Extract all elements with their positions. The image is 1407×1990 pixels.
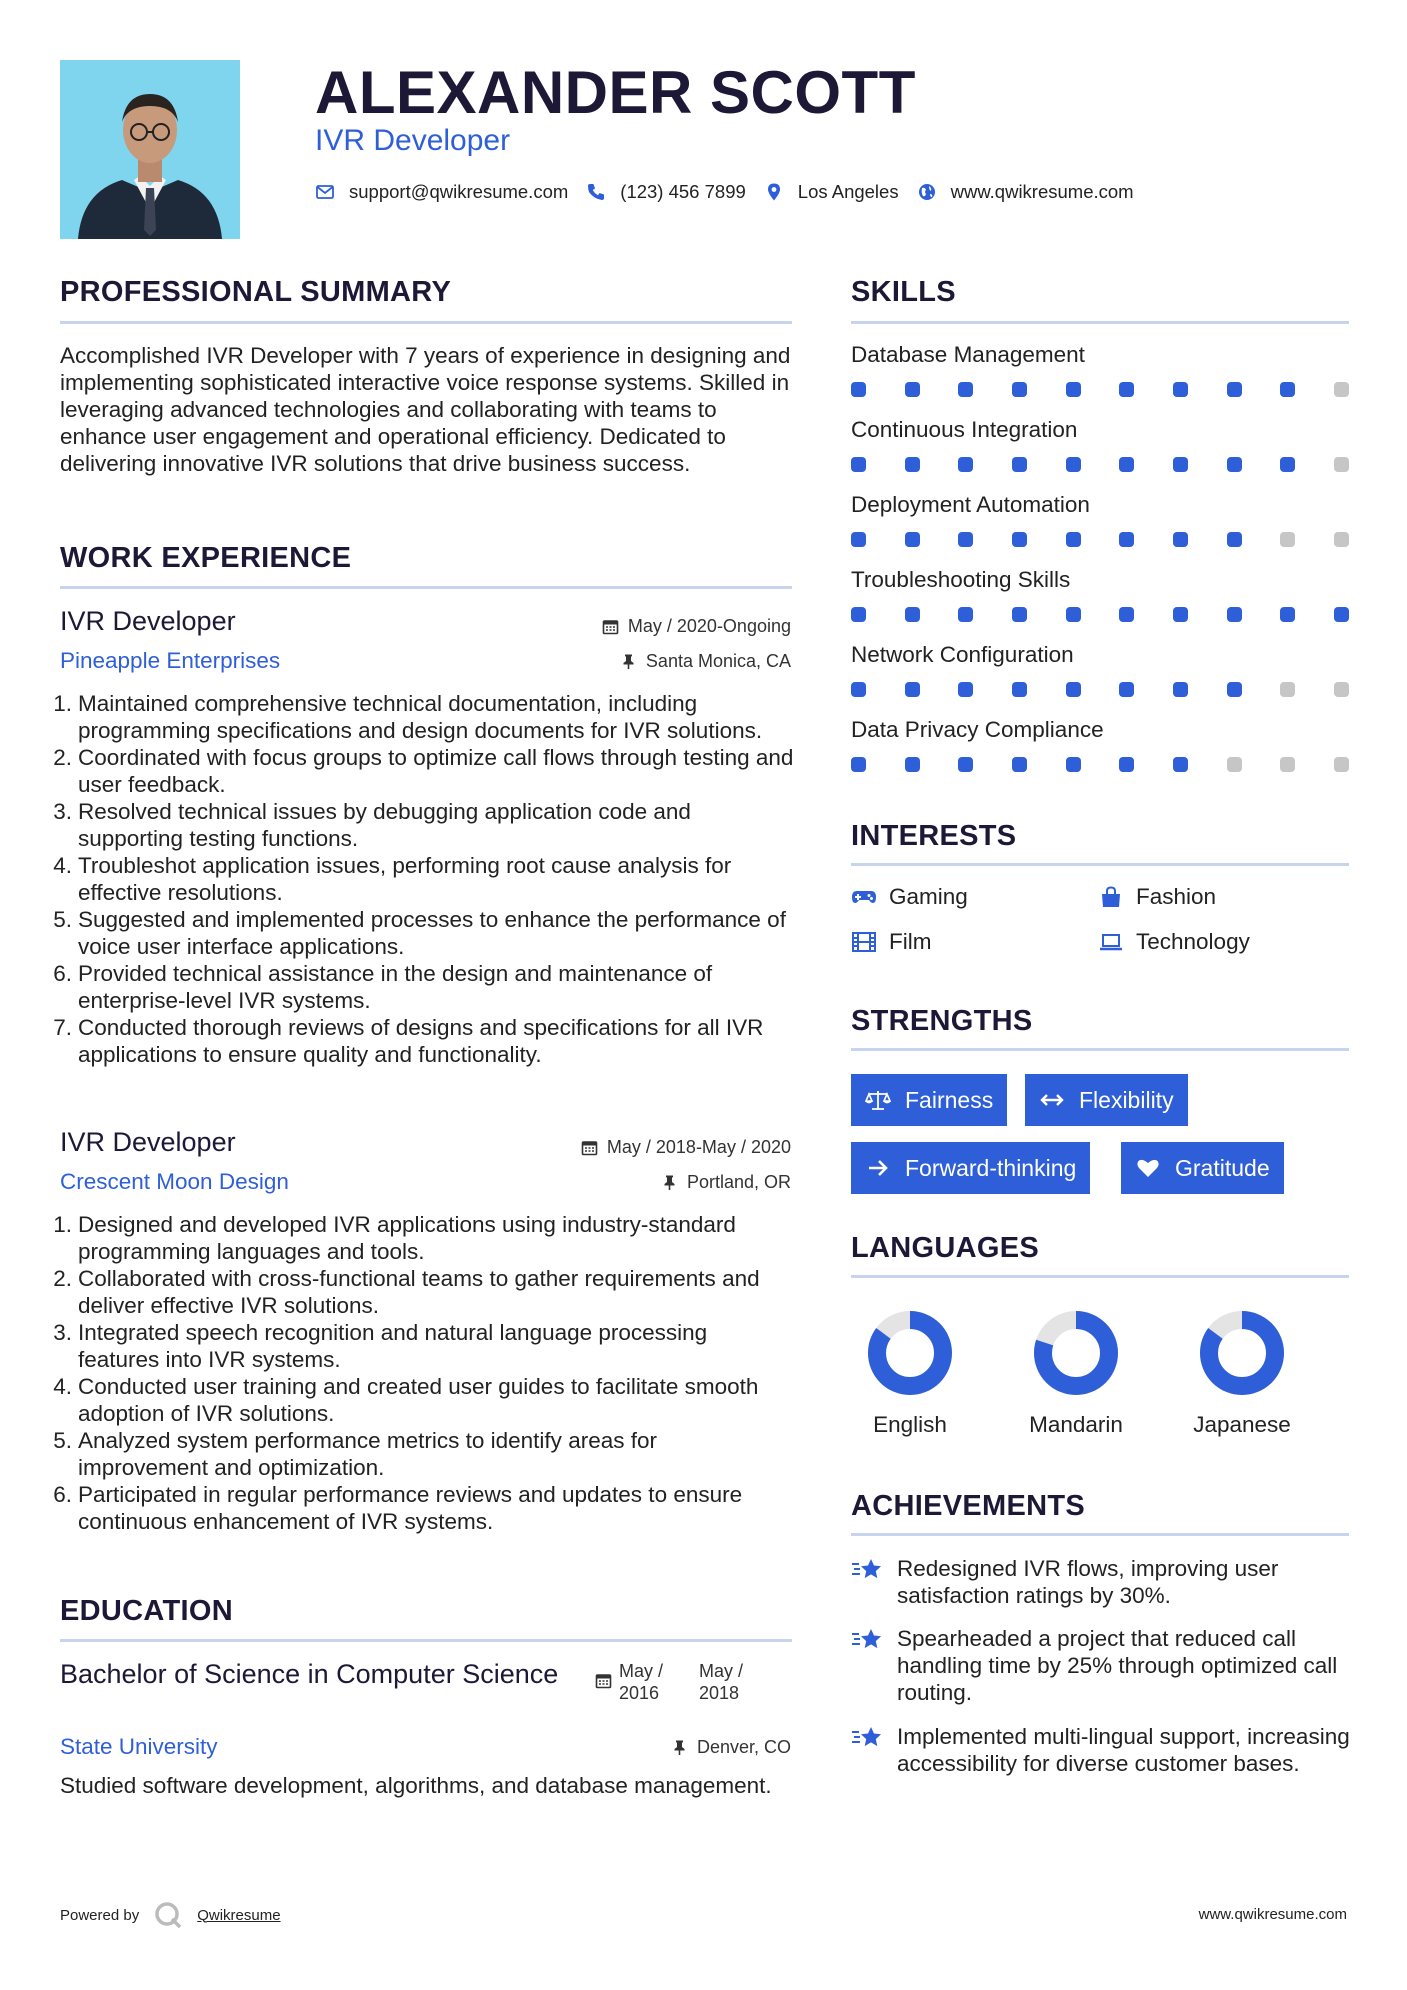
qwikresume-link[interactable]: Qwikresume bbox=[197, 1906, 281, 1924]
rating-dot-filled bbox=[1280, 607, 1295, 622]
job-location bbox=[620, 651, 791, 672]
balance-scale-icon bbox=[865, 1088, 891, 1112]
job-responsibilities bbox=[50, 690, 800, 1068]
languages-divider bbox=[851, 1275, 1349, 1278]
strength-chip: Flexibility bbox=[1025, 1074, 1188, 1126]
job-location-text: Santa Monica, CA bbox=[645, 651, 791, 671]
website-text: www.qwikresume.com bbox=[950, 181, 1134, 202]
powered-by bbox=[60, 1900, 281, 1930]
language-donut bbox=[865, 1308, 955, 1398]
rating-dot-filled bbox=[1334, 607, 1349, 622]
rating-dot-filled bbox=[958, 607, 973, 622]
star-icon bbox=[851, 1626, 885, 1654]
qwikresume-logo-icon bbox=[153, 1900, 183, 1930]
degree-title: Bachelor of Science in Computer Science bbox=[60, 1659, 559, 1689]
map-marker-icon bbox=[764, 182, 784, 202]
job-company: Crescent Moon Design bbox=[60, 1169, 289, 1194]
interests-divider bbox=[851, 863, 1349, 866]
skill-name: Continuous Integration bbox=[851, 417, 1078, 442]
skills-heading: SKILLS bbox=[851, 276, 956, 308]
interest-item: Film bbox=[851, 929, 931, 955]
rating-dot-filled bbox=[1119, 382, 1134, 397]
education-location bbox=[671, 1737, 791, 1758]
rating-dot-filled bbox=[1066, 457, 1081, 472]
list-item: 4. Conducted user training and created user guides to facilitate smooth adoption of IVR solutions. bbox=[53, 1374, 759, 1426]
language-donut bbox=[1197, 1308, 1287, 1398]
language-name: Japanese bbox=[1193, 1412, 1291, 1437]
rating-dot-filled bbox=[1119, 682, 1134, 697]
school-name: State University bbox=[60, 1734, 218, 1759]
pushpin-icon bbox=[661, 1174, 678, 1191]
list-item: 2. Collaborated with cross-functional teams to gather requirements and deliver effective IVR solutions. bbox=[53, 1266, 760, 1318]
list-item: 7. Conducted thorough reviews of designs and specifications for all IVR applications to ensure quality and functionality. bbox=[53, 1015, 764, 1067]
pushpin-icon bbox=[671, 1739, 688, 1756]
list-item: 2. Coordinated with focus groups to optimize call flows through testing and user feedback. bbox=[53, 745, 794, 797]
skill-name: Troubleshooting Skills bbox=[851, 567, 1071, 592]
rating-dot-filled bbox=[1173, 607, 1188, 622]
rating-dot-filled bbox=[905, 382, 920, 397]
rating-dot-filled bbox=[1173, 532, 1188, 547]
strength-chip: Gratitude bbox=[1121, 1142, 1284, 1194]
interest-item: Fashion bbox=[1098, 884, 1216, 910]
strengths-divider bbox=[851, 1048, 1349, 1051]
rating-dot-filled bbox=[1227, 382, 1242, 397]
arrow-right-icon bbox=[865, 1156, 891, 1180]
powered-by-label: Powered by bbox=[60, 1906, 140, 1924]
summary-text: Accomplished IVR Developer with 7 years of experience in designing and implementing sophisticated interactive voice response systems. Skilled in leveraging advanced technologies and collaborating with teams to enhance user engagement and operational efficiency. Dedicated to delivering innovative IVR solutions that drive business success. bbox=[60, 343, 791, 476]
rating-dot-filled bbox=[958, 457, 973, 472]
experience-divider bbox=[60, 586, 792, 589]
list-item: 6. Provided technical assistance in the design and maintenance of enterprise-level IVR systems. bbox=[53, 961, 713, 1013]
contact-location bbox=[764, 181, 899, 203]
rating-dot-filled bbox=[905, 457, 920, 472]
rating-dot-filled bbox=[1280, 457, 1295, 472]
achievement-item: Spearheaded a project that reduced call handling time by 25% through optimized call routing. bbox=[851, 1625, 1351, 1706]
email-text: support@qwikresume.com bbox=[349, 181, 569, 202]
laptop-icon bbox=[1098, 931, 1124, 953]
rating-dot-filled bbox=[1173, 457, 1188, 472]
language-item bbox=[840, 1308, 980, 1438]
job-dates bbox=[581, 1137, 791, 1158]
languages-heading: LANGUAGES bbox=[851, 1232, 1039, 1264]
phone-text: (123) 456 7899 bbox=[620, 181, 746, 202]
summary-heading: PROFESSIONAL SUMMARY bbox=[60, 276, 452, 308]
achievements-divider bbox=[851, 1533, 1349, 1536]
rating-dot-filled bbox=[1012, 607, 1027, 622]
list-item: 1. Maintained comprehensive technical documentation, including programming specifications and design documents for IVR solutions. bbox=[53, 691, 763, 743]
rating-dot-filled bbox=[1012, 757, 1027, 772]
education-start: May / 2016 bbox=[619, 1661, 664, 1703]
rating-dot-filled bbox=[905, 682, 920, 697]
contact-bar bbox=[315, 178, 1152, 206]
rating-dot-filled bbox=[958, 532, 973, 547]
rating-dot-empty bbox=[1280, 682, 1295, 697]
rating-dot-filled bbox=[1119, 607, 1134, 622]
rating-dot-filled bbox=[1227, 532, 1242, 547]
rating-dot-filled bbox=[851, 382, 866, 397]
language-donut bbox=[1031, 1308, 1121, 1398]
rating-dot-filled bbox=[1173, 682, 1188, 697]
skill-rating bbox=[851, 607, 1349, 623]
rating-dot-empty bbox=[1227, 757, 1242, 772]
contact-phone[interactable] bbox=[586, 181, 746, 203]
education-dates bbox=[595, 1660, 779, 1704]
rating-dot-filled bbox=[1012, 532, 1027, 547]
language-item bbox=[1006, 1308, 1146, 1438]
contact-email[interactable] bbox=[315, 181, 568, 203]
experience-heading: WORK EXPERIENCE bbox=[60, 542, 352, 574]
list-item: 5. Analyzed system performance metrics to identify areas for improvement and optimization. bbox=[53, 1428, 657, 1480]
calendar-icon bbox=[602, 618, 619, 635]
arrows-horizontal-icon bbox=[1039, 1088, 1065, 1112]
rating-dot-filled bbox=[851, 457, 866, 472]
rating-dot-empty bbox=[1280, 532, 1295, 547]
skill-name: Deployment Automation bbox=[851, 492, 1090, 517]
candidate-name: ALEXANDER SCOTT bbox=[315, 59, 916, 126]
phone-icon bbox=[586, 182, 606, 202]
rating-dot-filled bbox=[1012, 382, 1027, 397]
rating-dot-filled bbox=[1227, 682, 1242, 697]
rating-dot-empty bbox=[1334, 757, 1349, 772]
job-company: Pineapple Enterprises bbox=[60, 648, 281, 673]
rating-dot-filled bbox=[958, 757, 973, 772]
list-item: 3. Resolved technical issues by debugging application code and supporting testing functions. bbox=[53, 799, 691, 851]
achievement-item: Implemented multi-lingual support, increasing accessibility for diverse customer bases. bbox=[851, 1723, 1351, 1777]
skill-rating bbox=[851, 757, 1349, 773]
education-description: Studied software development, algorithms, and database management. bbox=[60, 1773, 772, 1798]
rating-dot-filled bbox=[1119, 457, 1134, 472]
heart-icon bbox=[1135, 1156, 1161, 1180]
rating-dot-filled bbox=[1119, 757, 1134, 772]
rating-dot-filled bbox=[1227, 457, 1242, 472]
rating-dot-filled bbox=[1119, 532, 1134, 547]
list-item: 6. Participated in regular performance reviews and updates to ensure continuous enhancement of IVR systems. bbox=[53, 1482, 743, 1534]
rating-dot-filled bbox=[1066, 382, 1081, 397]
skill-rating bbox=[851, 382, 1349, 398]
skill-rating bbox=[851, 532, 1349, 548]
envelope-icon bbox=[315, 182, 335, 202]
job-responsibilities bbox=[50, 1211, 770, 1535]
strengths-heading: STRENGTHS bbox=[851, 1005, 1033, 1037]
education-end: May / 2018 bbox=[699, 1661, 744, 1703]
skill-name: Database Management bbox=[851, 342, 1085, 367]
location-text: Los Angeles bbox=[797, 181, 899, 202]
skill-rating bbox=[851, 457, 1349, 473]
shopping-bag-icon bbox=[1098, 886, 1124, 908]
skill-rating bbox=[851, 682, 1349, 698]
contact-website[interactable] bbox=[917, 181, 1134, 203]
education-divider bbox=[60, 1639, 792, 1642]
achievements-heading: ACHIEVEMENTS bbox=[851, 1490, 1086, 1522]
rating-dot-filled bbox=[851, 757, 866, 772]
rating-dot-filled bbox=[958, 382, 973, 397]
language-name: English bbox=[873, 1412, 947, 1437]
job-location bbox=[661, 1172, 791, 1193]
rating-dot-filled bbox=[958, 682, 973, 697]
rating-dot-filled bbox=[1173, 757, 1188, 772]
rating-dot-empty bbox=[1280, 757, 1295, 772]
calendar-icon bbox=[581, 1139, 598, 1156]
strength-chip: Forward-thinking bbox=[851, 1142, 1090, 1194]
rating-dot-filled bbox=[905, 607, 920, 622]
skills-divider bbox=[851, 321, 1349, 324]
rating-dot-filled bbox=[851, 532, 866, 547]
job-dates bbox=[602, 616, 791, 637]
pushpin-icon bbox=[620, 653, 637, 670]
list-item: 1. Designed and developed IVR applications using industry-standard programming languages and tools. bbox=[53, 1212, 736, 1264]
star-icon bbox=[851, 1724, 885, 1752]
rating-dot-filled bbox=[905, 757, 920, 772]
rating-dot-filled bbox=[1012, 457, 1027, 472]
rating-dot-filled bbox=[905, 532, 920, 547]
profile-photo bbox=[60, 60, 240, 239]
language-item bbox=[1172, 1308, 1312, 1438]
list-item: 3. Integrated speech recognition and natural language processing features into IVR systems. bbox=[53, 1320, 708, 1372]
candidate-role: IVR Developer bbox=[315, 124, 511, 157]
rating-dot-empty bbox=[1334, 532, 1349, 547]
footer-website[interactable]: www.qwikresume.com bbox=[1198, 1906, 1347, 1923]
rating-dot-empty bbox=[1334, 382, 1349, 397]
job-dates-text: May / 2020-Ongoing bbox=[627, 616, 791, 636]
rating-dot-filled bbox=[1173, 382, 1188, 397]
rating-dot-filled bbox=[1066, 532, 1081, 547]
globe-icon bbox=[917, 182, 937, 202]
job-title: IVR Developer bbox=[60, 1127, 236, 1157]
rating-dot-filled bbox=[851, 682, 866, 697]
achievement-item: Redesigned IVR flows, improving user satisfaction ratings by 30%. bbox=[851, 1555, 1351, 1609]
job-title: IVR Developer bbox=[60, 606, 236, 636]
skill-name: Network Configuration bbox=[851, 642, 1074, 667]
list-item: 4. Troubleshot application issues, performing root cause analysis for effective resolutions. bbox=[53, 853, 732, 905]
strength-chip: Fairness bbox=[851, 1074, 1007, 1126]
rating-dot-filled bbox=[1066, 757, 1081, 772]
job-dates-text: May / 2018-May / 2020 bbox=[606, 1137, 791, 1157]
summary-divider bbox=[60, 321, 792, 324]
rating-dot-filled bbox=[1012, 682, 1027, 697]
gamepad-icon bbox=[851, 886, 877, 908]
calendar-icon bbox=[595, 1672, 612, 1689]
job-location-text: Portland, OR bbox=[686, 1172, 791, 1192]
interest-item: Technology bbox=[1098, 929, 1250, 955]
rating-dot-filled bbox=[1066, 607, 1081, 622]
interests-heading: INTERESTS bbox=[851, 820, 1017, 852]
rating-dot-filled bbox=[1280, 382, 1295, 397]
rating-dot-filled bbox=[1066, 682, 1081, 697]
education-heading: EDUCATION bbox=[60, 1595, 233, 1627]
language-name: Mandarin bbox=[1029, 1412, 1123, 1437]
rating-dot-empty bbox=[1334, 682, 1349, 697]
rating-dot-filled bbox=[851, 607, 866, 622]
rating-dot-filled bbox=[1227, 607, 1242, 622]
education-location-text: Denver, CO bbox=[696, 1737, 791, 1757]
list-item: 5. Suggested and implemented processes to enhance the performance of voice user interface applications. bbox=[53, 907, 786, 959]
skill-name: Data Privacy Compliance bbox=[851, 717, 1104, 742]
rating-dot-empty bbox=[1334, 457, 1349, 472]
film-icon bbox=[851, 931, 877, 953]
star-icon bbox=[851, 1556, 885, 1584]
interest-item: Gaming bbox=[851, 884, 968, 910]
